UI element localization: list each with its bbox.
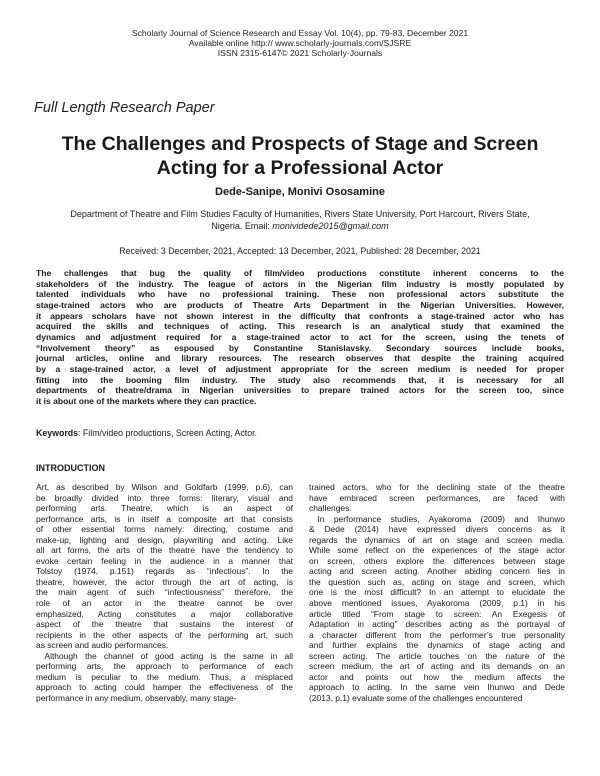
text-line: the question such as, acting on stage and screen, which xyxy=(309,576,565,587)
text-line: theatre, however, the actor through the art of acting, is xyxy=(36,576,293,587)
abstract xyxy=(36,268,564,407)
text-line: regards the dynamics of art on stage and screen media. xyxy=(309,534,565,545)
text-line: Art, as described by Wilson and Goldfarb (1999, p.6), can xyxy=(36,482,293,492)
body-column-right xyxy=(309,482,565,703)
text-line: screen acting. The article touches on the nature of the xyxy=(309,650,565,661)
text-line: above mentioned issues, Ayakoroma (2009, p.1) in his xyxy=(309,598,565,609)
paper-type: Full Length Research Paper xyxy=(34,100,215,116)
text-line: role of an actor in the theatre cannot be over xyxy=(36,598,293,609)
affiliation-email-prefix: Nigeria. Email: xyxy=(211,220,273,231)
authors: Dede-Sanipe, Monivi Ososamine xyxy=(215,186,385,198)
text-line: challenges. xyxy=(309,503,352,514)
text-line: recipients in the other aspects of the performing art, such xyxy=(36,629,293,640)
journal-issn: ISSN 2315-6147© 2021 Scholarly-Journals xyxy=(217,48,383,58)
text-line: departments of theatre/drama in Nigerian universities to prepare trained actors for the screen too, since xyxy=(36,385,564,396)
publication-dates: Received: 3 December, 2021, Accepted: 13 December, 2021, Published: 28 December, 2021 xyxy=(119,246,481,256)
text-line: acquired the skills and techniques of acting. This research is an analytical study that examined the xyxy=(36,321,564,332)
text-line: the main agent of such “infectiousness” therefore, the xyxy=(36,587,293,598)
text-line: dynamics and adjustment required for a stage-trained actor to act for the screen, using the tenets of xyxy=(36,331,564,342)
text-line: (2013, p.1) evaluate some of the challenges encountered xyxy=(309,692,523,703)
affiliation-line: Department of Theatre and Film Studies Faculty of Humanities, Rivers State University, Port Harcourt, Rivers State, xyxy=(70,209,530,219)
text-line: all art forms, the arts of the theatre have the tendency to xyxy=(36,545,293,556)
affiliation-line xyxy=(0,221,600,233)
section-heading-introduction: INTRODUCTION xyxy=(36,463,105,473)
body-column-left xyxy=(36,482,293,703)
text-line: While some reflect on the experiences of the stage actor xyxy=(309,545,565,556)
text-line: stage-trained actors who are products of Theatre Arts Department in the Nigerian Universities. However, xyxy=(36,299,564,310)
text-line: Although the channel of good acting is the same in all xyxy=(36,650,293,661)
text-line: talented individuals who have no professional training. These non professional actors substitute the xyxy=(36,289,564,300)
title-line: Acting for a Professional Actor xyxy=(156,157,444,179)
text-line: aspect of the theatre that sustains the interest of xyxy=(36,619,293,630)
text-line: & Dede (2014) have expressed divers concerns as it xyxy=(309,524,565,535)
journal-header xyxy=(0,28,600,58)
text-line: have embraced screen performances, are faced with xyxy=(309,492,565,503)
text-line: performance arts, is in itself a composite art that consists xyxy=(36,513,293,524)
text-line: approach to acting could hamper the effectiveness of the xyxy=(36,682,293,693)
text-line: performing arts. Theatre, which is an aspect of xyxy=(36,503,293,514)
text-line: actor and points out how the medium affects the xyxy=(309,671,565,682)
text-line: of other essential forms namely: directing, costume and xyxy=(36,524,293,535)
text-line: medium is peculiar to the medium. Thus, a misplaced xyxy=(36,671,293,682)
text-line: The challenges that bug the quality of film/video productions constitute inherent concerns to the xyxy=(36,268,564,278)
keywords-text: : Film/video productions, Screen Acting, Actor. xyxy=(78,428,258,438)
journal-citation: Scholarly Journal of Science Research and Essay Vol. 10(4), pp. 79-83, December 2021 xyxy=(131,28,469,38)
text-line: it appears scholars have not shown interest in the difficulty that confronts a stage-trained actor who has xyxy=(36,310,564,321)
text-line: performance in any medium, observably, many stage- xyxy=(36,692,237,703)
keywords-label: Keywords xyxy=(36,428,79,438)
text-line: by a stage-trained actor, a level of adjustment appropriate for the screen medium is needed for proper xyxy=(36,363,564,374)
text-line: journal articles, online and library resources. The research observes that despite the training acquired xyxy=(36,353,564,364)
text-line: a character different from the performer’s true personality xyxy=(309,629,565,640)
text-line: as screen and audio performances. xyxy=(36,640,169,651)
text-line: it is about one of the markets where they can practice. xyxy=(36,395,257,406)
keywords xyxy=(36,428,257,438)
journal-url: Available online http:// www.scholarly-journals.com/SJSRE xyxy=(188,38,412,48)
paper-title xyxy=(0,132,600,180)
text-line: and further explains the dynamics of stage acting and xyxy=(309,640,565,651)
text-line: screen medium, the art of acting and its demands on an xyxy=(309,661,565,672)
text-line: performing arts, the approach to performance of each xyxy=(36,661,293,672)
text-line: emphasized. Acting constitutes a major collaborative xyxy=(36,608,293,619)
text-line: trained actors, who for the declining state of the theatre xyxy=(309,482,565,492)
text-line: be broadly divided into three forms: literary, visual and xyxy=(36,492,293,503)
text-line: one is the most difficult? In an attempt to elucidate the xyxy=(309,587,565,598)
text-line: “Involvement theory” as espoused by Constantine Stanislavsky. Secondary sources include books, xyxy=(36,342,564,353)
text-line: approach to acting. In the same vein Ihunwo and Dede xyxy=(309,682,565,693)
text-line: Tolstoy (1974, p.151) regards as “infectious”. In the xyxy=(36,566,293,577)
text-line: evoke certain feeling in the audience in a manner that xyxy=(36,555,293,566)
text-line: make-up, lighting and design, playwriting and acting. Like xyxy=(36,534,293,545)
text-line: acting and screen acting. Another abiding concern lies in xyxy=(309,566,565,577)
text-line: In performance studies, Ayakoroma (2009) and Ihunwo xyxy=(309,513,565,524)
affiliation xyxy=(0,209,600,232)
text-line: on screen, others explore the differences between stage xyxy=(309,555,565,566)
text-line: Adaptation in acting” describes acting as the portrayal of xyxy=(309,619,565,630)
title-line: The Challenges and Prospects of Stage and Screen xyxy=(61,133,539,155)
text-line: fitting into the booming film industry. The study also recommends that, it is necessary for all xyxy=(36,374,564,385)
author-email: monividede2015@gmail.com xyxy=(272,220,389,231)
text-line: stakeholders of the industry. The league of actors in the Nigerian film industry is mostly populated by xyxy=(36,278,564,289)
text-line: article titled “From stage to screen: An Exegesis of xyxy=(309,608,565,619)
